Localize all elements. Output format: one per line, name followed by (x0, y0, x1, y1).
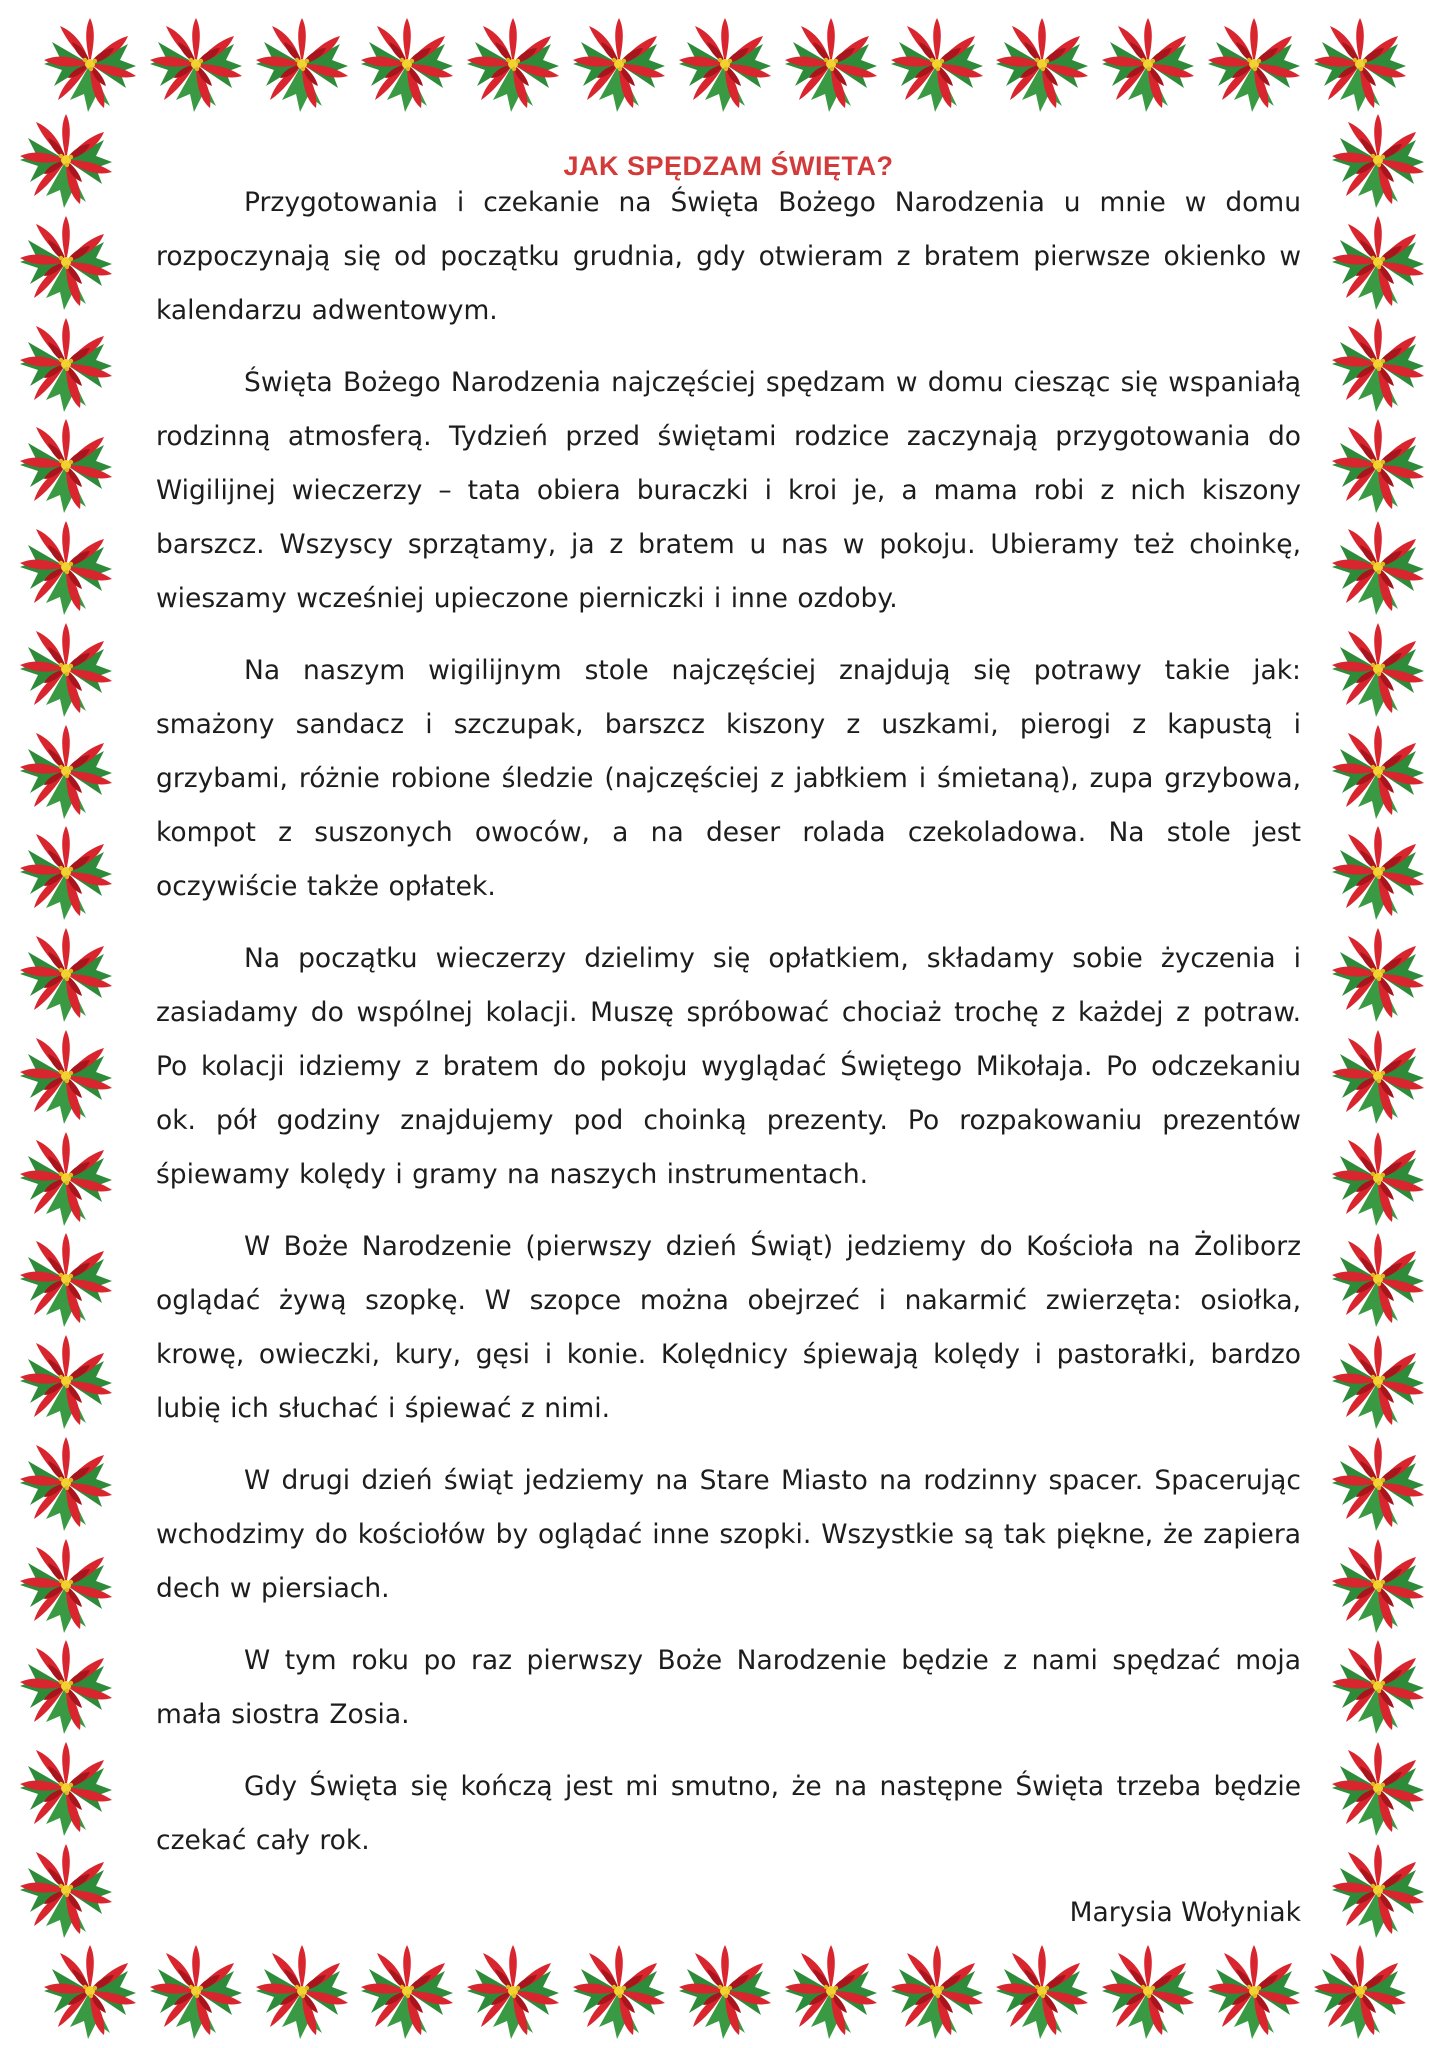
poinsettia-icon (1328, 314, 1428, 414)
poinsettia-icon (146, 14, 246, 114)
poinsettia-icon (463, 1941, 563, 2041)
poinsettia-icon (887, 1941, 987, 2041)
poinsettia-icon (16, 1229, 116, 1329)
poinsettia-icon (781, 1941, 881, 2041)
poinsettia-icon (16, 1026, 116, 1126)
poinsettia-icon (16, 924, 116, 1024)
border-top (40, 8, 1410, 120)
poinsettia-icon (1328, 517, 1428, 617)
poinsettia-icon (992, 1941, 1092, 2041)
poinsettia-icon (1328, 822, 1428, 922)
poinsettia-icon (252, 1941, 352, 2041)
poinsettia-icon (1328, 1636, 1428, 1736)
poinsettia-icon (16, 110, 116, 210)
poinsettia-icon (1328, 1433, 1428, 1533)
paragraph: Przygotowania i czekanie na Święta Bożego Narodzenia u mnie w domu rozpoczynają się od początku grudnia, gdy otwieram z bratem pierwsze okienko w kalendarzu adwentowym. (156, 187, 1301, 326)
poinsettia-icon (16, 1840, 116, 1940)
poinsettia-icon (1204, 14, 1304, 114)
poinsettia-icon (1328, 1535, 1428, 1635)
poinsettia-icon (16, 1636, 116, 1736)
poinsettia-icon (16, 1433, 116, 1533)
poinsettia-icon (569, 1941, 669, 2041)
poinsettia-icon (40, 14, 140, 114)
author-signature: Marysia Wołyniak (1069, 1897, 1301, 1928)
poinsettia-icon (1098, 1941, 1198, 2041)
border-left (10, 110, 122, 1940)
poinsettia-icon (1328, 212, 1428, 312)
poinsettia-icon (1328, 1738, 1428, 1838)
poinsettia-icon (16, 314, 116, 414)
poinsettia-icon (40, 1941, 140, 2041)
paragraph: Święta Bożego Narodzenia najczęściej spędzam w domu ciesząc się wspaniałą rodzinną atmosferą. Tydzień przed świętami rodzice zaczynają przygotowania do Wigilijnej wieczerzy – tata obiera buraczki i kroi je, a mama robi z nich kiszony barszcz. Wszyscy sprzątamy, ja z bratem u nas w pokoju. Ubieramy też choinkę, wieszamy wcześniej upieczone pierniczki i inne ozdoby. (156, 367, 1301, 614)
poinsettia-icon (675, 14, 775, 114)
poinsettia-icon (781, 14, 881, 114)
poinsettia-icon (1328, 924, 1428, 1024)
poinsettia-icon (146, 1941, 246, 2041)
poinsettia-icon (16, 1128, 116, 1228)
poinsettia-icon (463, 14, 563, 114)
border-right (1322, 110, 1434, 1940)
poinsettia-icon (16, 517, 116, 617)
poinsettia-icon (1328, 1840, 1428, 1940)
poinsettia-icon (1328, 110, 1428, 210)
poinsettia-icon (1310, 14, 1410, 114)
paragraph: Na początku wieczerzy dzielimy się opłatkiem, składamy sobie życzenia i zasiadamy do wspólnej kolacji. Muszę spróbować chociaż trochę z każdej z potraw. Po kolacji idziemy z bratem do pokoju wyglądać Świętego Mikołaja. Po odczekaniu ok. pół godziny znajdujemy pod choinką prezenty. Po rozpakowaniu prezentów śpiewamy kolędy i gramy na naszych instrumentach. (156, 943, 1301, 1190)
poinsettia-icon (357, 14, 457, 114)
poinsettia-icon (252, 14, 352, 114)
poinsettia-icon (1098, 14, 1198, 114)
paragraph: Na naszym wigilijnym stole najczęściej znajdują się potrawy takie jak: smażony sandacz i szczupak, barszcz kiszony z uszkami, pierogi z kapustą i grzybami, różnie robione śledzie (najczęściej z jabłkiem i śmietaną), zupa grzybowa, kompot z suszonych owoców, a na deser rolada czekoladowa. Na stole jest oczywiście także opłatek. (156, 655, 1301, 902)
poinsettia-icon (16, 822, 116, 922)
poinsettia-icon (1328, 1229, 1428, 1329)
poinsettia-icon (992, 14, 1092, 114)
document-body (156, 148, 1301, 1940)
poinsettia-icon (16, 415, 116, 515)
poinsettia-icon (16, 1738, 116, 1838)
paragraph: W tym roku po raz pierwszy Boże Narodzenie będzie z nami spędzać moja mała siostra Zosia. (156, 1645, 1301, 1730)
poinsettia-icon (1328, 415, 1428, 515)
border-bottom (40, 1935, 1410, 2047)
poinsettia-icon (16, 619, 116, 719)
poinsettia-icon (1310, 1941, 1410, 2041)
paragraph: Gdy Święta się kończą jest mi smutno, że na następne Święta trzeba będzie czekać cały rok. (156, 1771, 1301, 1856)
paragraph: W Boże Narodzenie (pierwszy dzień Świąt) jedziemy do Kościoła na Żoliborz oglądać żywą szopkę. W szopce można obejrzeć i nakarmić zwierzęta: osiołka, krowę, owieczki, kury, gęsi i konie. Kolędnicy śpiewają kolędy i pastorałki, bardzo lubię ich słuchać i śpiewać z nimi. (156, 1231, 1301, 1424)
poinsettia-icon (1204, 1941, 1304, 2041)
poinsettia-icon (16, 1331, 116, 1431)
poinsettia-icon (1328, 1128, 1428, 1228)
poinsettia-icon (675, 1941, 775, 2041)
poinsettia-icon (1328, 721, 1428, 821)
poinsettia-icon (16, 1535, 116, 1635)
poinsettia-icon (1328, 619, 1428, 719)
poinsettia-icon (569, 14, 669, 114)
poinsettia-icon (1328, 1026, 1428, 1126)
paragraph: W drugi dzień świąt jedziemy na Stare Miasto na rodzinny spacer. Spacerując wchodzimy do kościołów by oglądać inne szopki. Wszystkie są tak piękne, że zapiera dech w piersiach. (156, 1465, 1301, 1604)
poinsettia-icon (16, 212, 116, 312)
document-title: JAK SPĘDZAM ŚWIĘTA? (563, 151, 894, 181)
poinsettia-icon (1328, 1331, 1428, 1431)
poinsettia-icon (887, 14, 987, 114)
poinsettia-icon (357, 1941, 457, 2041)
poinsettia-icon (16, 721, 116, 821)
